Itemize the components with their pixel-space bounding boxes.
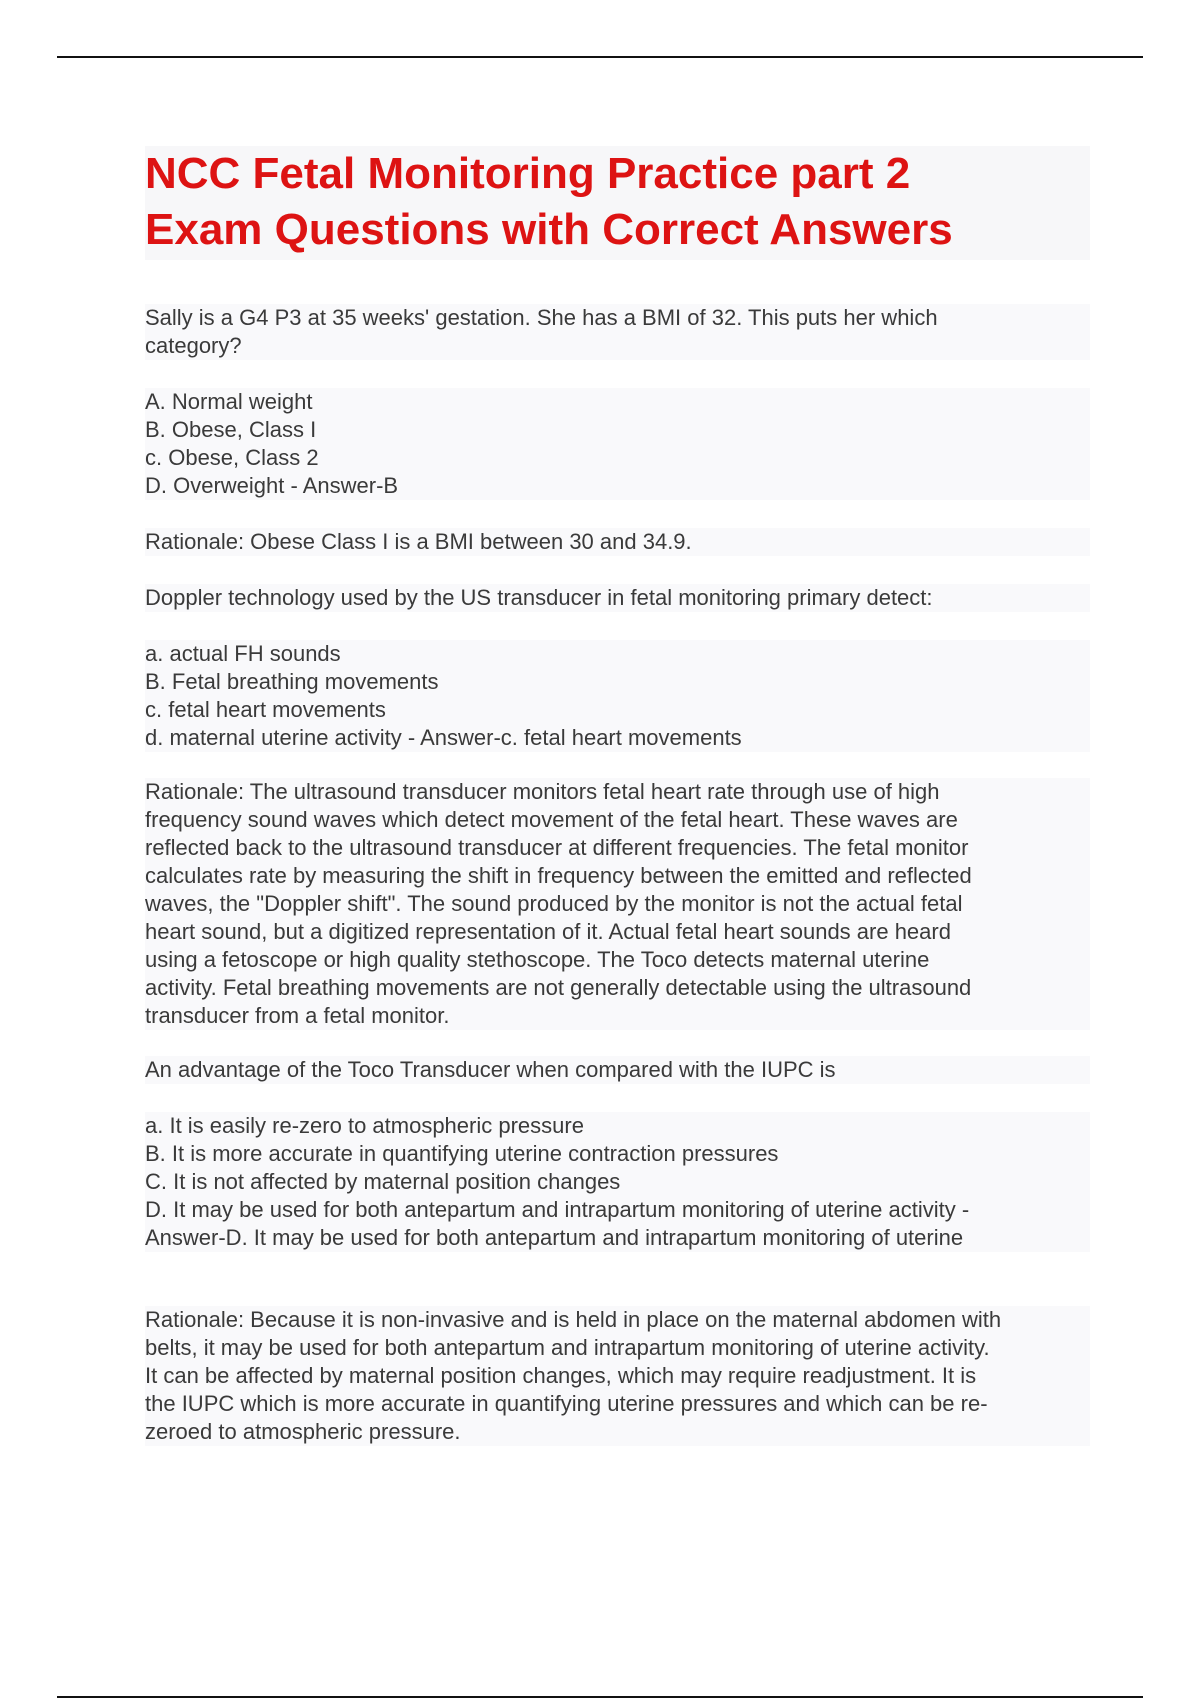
document-title [145,146,1090,260]
document-body [145,146,1090,1446]
question-3-options [145,1112,1090,1252]
option-line: c. Obese, Class 2 [145,445,319,470]
rationale-line: transducer from a fetal monitor. [145,1003,450,1028]
rationale-line: Rationale: Obese Class I is a BMI between 30 and 34.9. [145,529,692,554]
question-3-rationale [145,1306,1090,1446]
question-line: An advantage of the Toco Transducer when compared with the IUPC is [145,1057,836,1082]
option-line: D. Overweight - Answer-B [145,473,399,498]
question-3-text [145,1056,1090,1084]
option-line: a. actual FH sounds [145,641,341,666]
option-line: d. maternal uterine activity - Answer-c. fetal heart movements [145,725,742,750]
question-2-rationale [145,778,1090,1030]
option-line: B. Fetal breathing movements [145,669,439,694]
rationale-line: belts, it may be used for both antepartum and intrapartum monitoring of uterine activity. [145,1335,990,1360]
rationale-line: Rationale: The ultrasound transducer monitors fetal heart rate through use of high [145,779,940,804]
option-line: a. It is easily re-zero to atmospheric pressure [145,1113,584,1138]
option-line: B. Obese, Class I [145,417,317,442]
option-line: B. It is more accurate in quantifying uterine contraction pressures [145,1141,779,1166]
title-line: NCC Fetal Monitoring Practice part 2 [145,149,911,198]
rationale-line: It can be affected by maternal position changes, which may require readjustment. It is [145,1363,977,1388]
option-line: C. It is not affected by maternal position changes [145,1169,621,1194]
bottom-rule [57,1696,1143,1698]
rationale-line: heart sound, but a digitized representation of it. Actual fetal heart sounds are heard [145,919,951,944]
question-line: Sally is a G4 P3 at 35 weeks' gestation. She has a BMI of 32. This puts her which [145,305,938,330]
question-1-rationale [145,528,1090,556]
rationale-line: the IUPC which is more accurate in quantifying uterine pressures and which can be re- [145,1391,988,1416]
question-line: Doppler technology used by the US transducer in fetal monitoring primary detect: [145,585,933,610]
rationale-line: using a fetoscope or high quality stethoscope. The Toco detects maternal uterine [145,947,930,972]
rationale-line: reflected back to the ultrasound transducer at different frequencies. The fetal monitor [145,835,969,860]
question-1-text [145,304,1090,360]
rationale-line: frequency sound waves which detect movement of the fetal heart. These waves are [145,807,958,832]
rationale-line: activity. Fetal breathing movements are not generally detectable using the ultrasound [145,975,972,1000]
option-line: Answer-D. It may be used for both antepartum and intrapartum monitoring of uterine [145,1225,964,1250]
rationale-line: zeroed to atmospheric pressure. [145,1419,461,1444]
rationale-line: waves, the "Doppler shift". The sound produced by the monitor is not the actual fetal [145,891,963,916]
rationale-line: Rationale: Because it is non-invasive and is held in place on the maternal abdomen with [145,1307,1002,1332]
option-line: A. Normal weight [145,389,313,414]
question-2-text [145,584,1090,612]
question-2-options [145,640,1090,752]
top-rule [57,56,1143,58]
option-line: c. fetal heart movements [145,697,386,722]
rationale-line: calculates rate by measuring the shift in frequency between the emitted and reflected [145,863,972,888]
question-line: category? [145,333,242,358]
option-line: D. It may be used for both antepartum and intrapartum monitoring of uterine activity - [145,1197,970,1222]
title-line: Exam Questions with Correct Answers [145,205,953,254]
question-1-options [145,388,1090,500]
